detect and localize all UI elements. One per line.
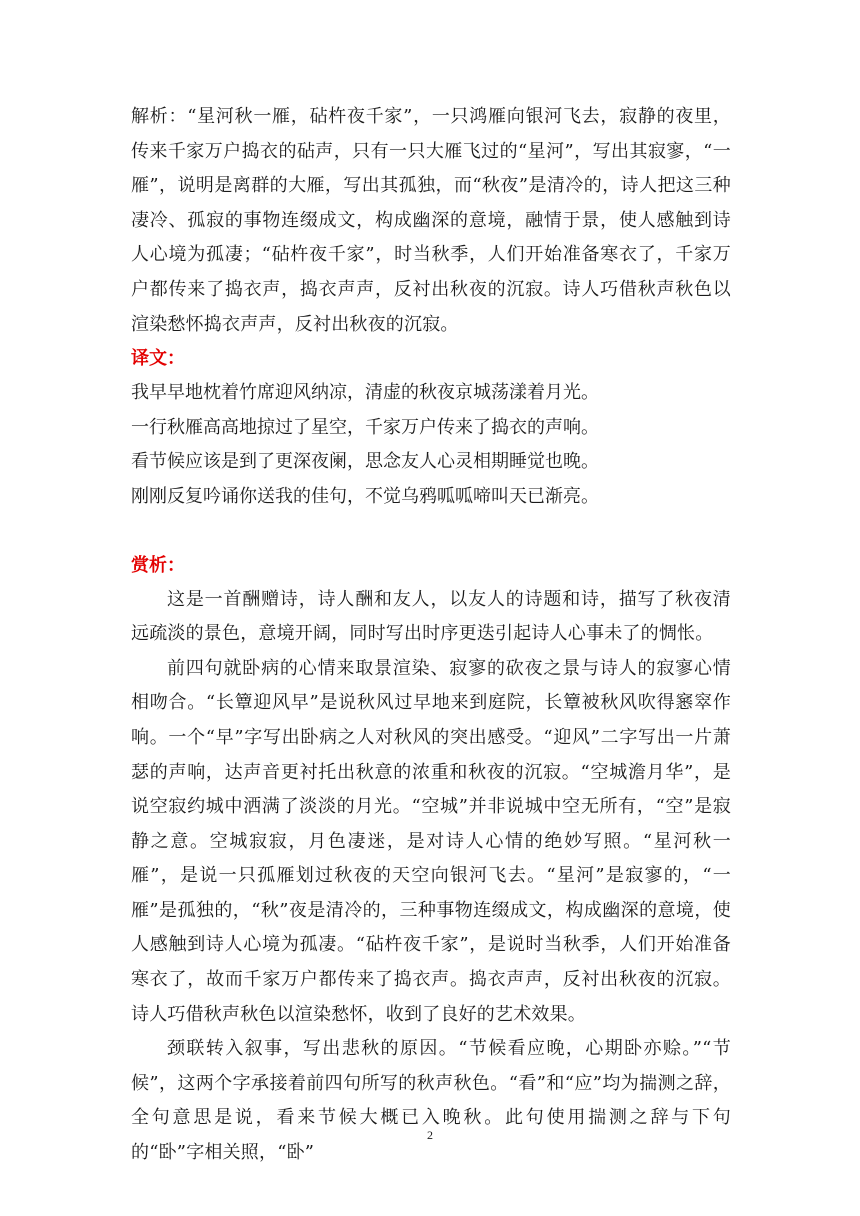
- document-page: [131, 100, 731, 1171]
- appreciation-paragraph: 这是一首酬赠诗，诗人酬和友人，以友人的诗题和诗，描写了秋夜清远疏淡的景色，意境开阔，同时写出时序更迭引起诗人心事未了的惆怅。: [131, 588, 731, 645]
- translation-heading: 译文：: [131, 348, 185, 370]
- section-spacer: [131, 515, 731, 549]
- appreciation-heading: 赏析：: [131, 554, 185, 576]
- page-number: 2: [427, 1128, 433, 1142]
- translation-line: 一行秋雁高高地掠过了星空，千家万户传来了捣衣的声响。: [131, 416, 599, 438]
- translation-line: 看节候应该是到了更深夜阑，思念友人心灵相期睡觉也晚。: [131, 451, 599, 473]
- translation-line: 我早早地枕着竹席迎风纳凉，清虚的秋夜京城荡漾着月光。: [131, 382, 599, 404]
- appreciation-paragraph: 前四句就卧病的心情来取景渲染、寂寥的砍夜之景与诗人的寂寥心情相吻合。“长簟迎风早”是说秋风过早地来到庭院，长簟被秋风吹得窸窣作响。一个“早”字写出卧病之人对秋风的突出感受。“迎风”二字写出一片萧瑟的声响，达声音更衬托出秋意的浓重和秋夜的沉寂。“空城澹月华”，是说空寂约城中洒满了淡淡的月光。“空城”并非说城中空无所有，“空”是寂静之意。空城寂寂，月色凄迷，是对诗人心情的绝妙写照。“星河秋一雁”，是说一只孤雁划过秋夜的天空向银河飞去。“星河”是寂寥的，“一雁”是孤独的，“秋”夜是清冷的，三种事物连缀成文，构成幽深的意境，使人感触到诗人心境为孤凄。“砧杵夜千家”，是说时当秋季，人们开始准备寒衣了，故而千家万户都传来了捣衣声。捣衣声声，反衬出秋夜的沉寂。诗人巧借秋声秋色以渲染愁怀，收到了良好的艺术效果。: [131, 657, 731, 1025]
- analysis-paragraph: 解析：“星河秋一雁，砧杵夜千家”，一只鸿雁向银河飞去，寂静的夜里，传来千家万户捣衣的砧声，只有一只大雁飞过的“星河”，写出其寂寥，“一雁”，说明是离群的大雁，写出其孤独，而“秋夜”是清冷的，诗人把这三种凄冷、孤寂的事物连缀成文，构成幽深的意境，融情于景，使人感触到诗人心境为孤凄；“砧杵夜千家”，时当秋季，人们开始准备寒衣了，千家万户都传来了捣衣声，捣衣声声，反衬出秋夜的沉寂。诗人巧借秋声秋色以渲染愁怀捣衣声声，反衬出秋夜的沉寂。: [131, 106, 731, 335]
- appreciation-paragraph: 颈联转入叙事，写出悲秋的原因。“节候看应晚，心期卧亦赊。”“节候”，这两个字承接着前四句所写的秋声秋色。“看”和“应”均为揣测之辞，全句意思是说，看来节候大概已入晚秋。此句使用揣测之辞与下句的“卧”字相关照，“卧”: [131, 1038, 731, 1164]
- translation-line: 刚刚反复吟诵你送我的佳句，不觉乌鸦呱呱啼叫天已渐亮。: [131, 485, 599, 507]
